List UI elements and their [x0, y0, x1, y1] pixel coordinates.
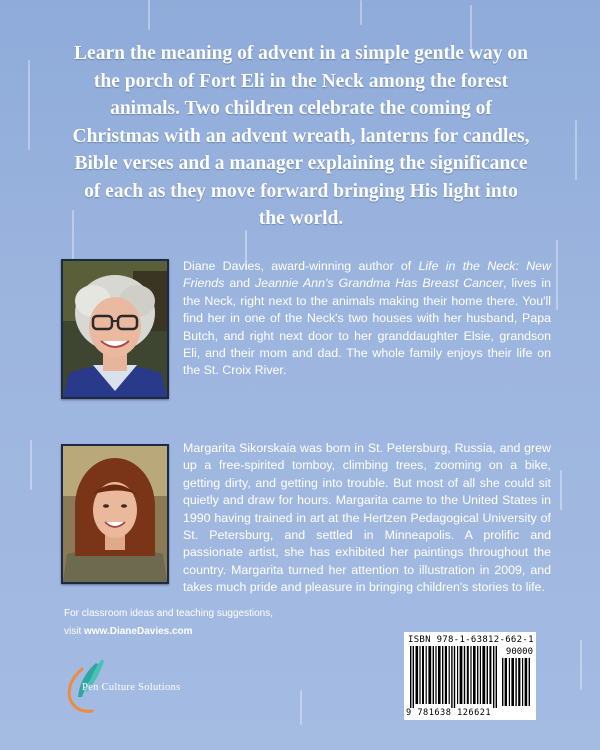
author-photo [61, 259, 169, 399]
rain-streak [580, 640, 582, 690]
illustrator-bio: Margarita Sikorskaia was born in St. Petersburg, Russia, and grew up a free-spirited tomboy, climbing trees, zooming on a bike, getting dirty, and getting into trouble. But most of all she could sit quietly and draw for hours. Margarita came to the United States in 1990 having trained in art at the Hertzen Pedagogical University of St. Petersburg, and settled in Minneapolis. A prolific and passionate artist, she has exhibited her paintings throughout the country. Margarita turned her attention to illustration in 2009, and takes much pride and pleasure in bringing children's stories to life. [183, 441, 551, 595]
rain-streak [560, 470, 562, 510]
author-bio [183, 258, 551, 380]
rain-streak [575, 120, 577, 180]
rain-streak [148, 0, 150, 30]
illustrator-photo [61, 444, 169, 584]
book-title-jeannie-ann: Jeannie Ann's Grandma Has Breast Cancer [255, 276, 504, 291]
rain-streak [28, 60, 30, 150]
book-title-life-in-the-neck: Life in the Neck: New Friends [183, 259, 551, 291]
author-bio-rest: , lives in the Neck, right next to the animals making their home there. You'll find her in one of the Neck's two houses with her husband, Papa Butch, and right next door to her granddaughter Elsie, grandson Eli, and their mom and dad. The whole family enjoys their life on the St. Croix River. [183, 276, 551, 378]
rain-streak [300, 690, 302, 725]
publisher-name: Pen Culture Solutions [82, 682, 181, 693]
addon-bars [502, 658, 532, 706]
classroom-note [64, 605, 364, 641]
ean-bars [410, 646, 500, 708]
rain-streak [30, 440, 32, 490]
isbn-text: ISBN 978-1-63812-662-1 [408, 635, 534, 645]
book-blurb: Learn the meaning of advent in a simple gentle way on the porch of Fort Eli in the Neck among the forest animals. Two children celebrate the coming of Christmas with an advent wreath, lanterns for candles, Bible verses and a manager explaining the significance of each as they move forward bringing His light into the world. [72, 43, 530, 229]
classroom-line: For classroom ideas and teaching suggestions, [64, 608, 274, 619]
website-link[interactable]: www.DianeDavies.com [84, 626, 193, 637]
price-code: 90000 [505, 647, 533, 657]
rain-streak [360, 0, 362, 25]
visit-line [64, 623, 364, 641]
author-bio-lead: Diane Davies, award-winning author of [183, 259, 419, 273]
ean-digits: 9 781638 126621 [406, 708, 492, 718]
author-bio-and: and [224, 276, 256, 291]
isbn-barcode [404, 632, 536, 720]
visit-label: visit [64, 626, 84, 637]
rain-streak [556, 240, 558, 310]
